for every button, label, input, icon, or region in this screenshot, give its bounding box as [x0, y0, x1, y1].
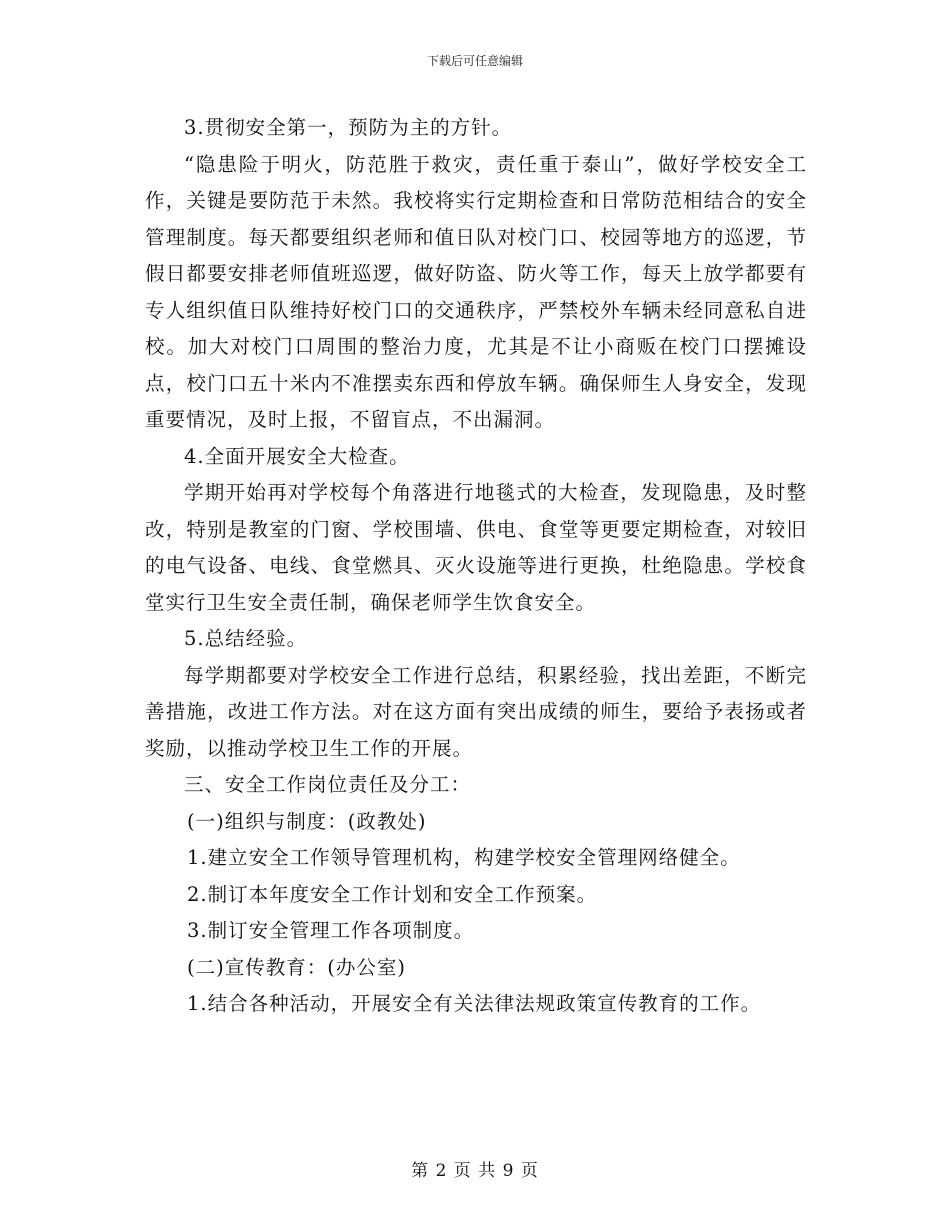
paragraph-body: “隐患险于明火，防范胜于救灾，责任重于泰山”，做好学校安全工作，关键是要防范于未然。我校将实行定期检查和日常防范相结合的安全管理制度。每天都要组织老师和值日队对校门口、校园等地方的巡逻，节假日都要安排老师值班巡逻，做好防盗、防火等工作，每天上放学都要有专人组织值日队维持好校门口的交通秩序，严禁校外车辆未经同意私自进校。加大对校门口周围的整治力度，尤其是不让小商贩在校门口摆摊设点，校门口五十米内不准摆卖东西和停放车辆。确保师生人身安全，发现重要情况，及时上报，不留盲点，不出漏洞。 [145, 152, 807, 431]
list-item: 3.制订安全管理工作各项制度。 [187, 919, 475, 942]
subsection-heading: (一)组织与制度：(政教处) [187, 809, 427, 833]
page-number: 第 2 页 共 9 页 [411, 1161, 539, 1181]
paragraph-body: 每学期都要对学校安全工作进行总结，积累经验，找出差距，不断完善措施，改进工作方法。对在这方面有突出成绩的师生，要给予表扬或者奖励，以推动学校卫生工作的开展。 [145, 663, 807, 760]
paragraph-heading-3: 3.贯彻安全第一，预防为主的方针。 [184, 116, 513, 139]
paragraph-body: 学期开始再对学校每个角落进行地毯式的大检查，发现隐患，及时整改，特别是教室的门窗、学校围墙、供电、食堂等更要定期检查，对较旧的电气设备、电线、食堂燃具、灭火设施等进行更换，杜绝隐患。学校食堂实行卫生安全责任制，确保老师学生饮食安全。 [145, 481, 807, 614]
document-body [145, 110, 807, 1023]
list-item: 2.制订本年度安全工作计划和安全工作预案。 [187, 882, 598, 906]
header-note: 下载后可任意编辑 [426, 54, 523, 68]
section-heading: 三、安全工作岗位责任及分工： [184, 773, 472, 796]
list-item: 1.建立安全工作领导管理机构，构建学校安全管理网络健全。 [187, 846, 741, 869]
paragraph-heading-4: 4.全面开展安全大检查。 [184, 444, 410, 468]
list-item: 1.结合各种活动，开展安全有关法律法规政策宣传教育的工作。 [187, 992, 762, 1015]
subsection-heading: (二)宣传教育：(办公室) [187, 955, 406, 979]
paragraph-heading-5: 5.总结经验。 [184, 627, 308, 650]
